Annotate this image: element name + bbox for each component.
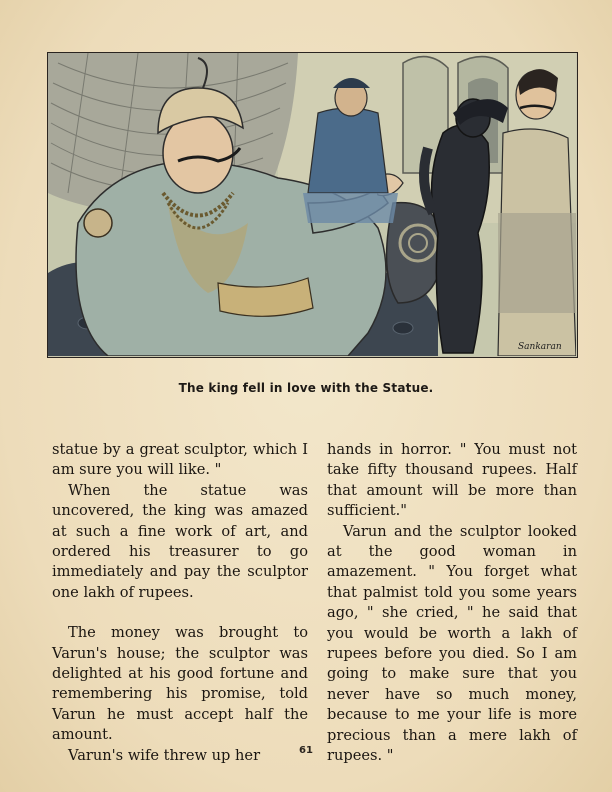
- paragraph: Varun's wife threw up her: [68, 746, 261, 764]
- paragraph: Varun and the sculptor looked at the good woman in amazement. " You forget what that palmist told you some years ago, " she cried, " he said that you would be worth a lakh of rupees before you died. So I am going to make sure that you never have so much money, because to me your life is more precious than a mere lakh of rupees. ": [327, 522, 577, 765]
- text-column-left: [52, 440, 308, 766]
- text-column-right: [327, 440, 577, 767]
- page-number: 61: [299, 745, 313, 756]
- paragraph: When the statue was uncovered, the king was amazed at such a fine work of art, and ordered his treasurer to go immediately and pay the sculptor one lakh of rupees.: [52, 481, 308, 601]
- story-illustration: [47, 52, 578, 358]
- paragraph: statue by a great sculptor, which I am sure you will like. ": [52, 441, 308, 479]
- illustration-caption: The king fell in love with the Statue.: [178, 381, 434, 395]
- paragraph: The money was brought to Varun's house; the sculptor was delighted at his good fortune and remembering his promise, told Varun he must accept half the amount.: [52, 624, 308, 744]
- illustration-signature: Sankaran: [518, 342, 562, 352]
- paragraph: hands in horror. " You must not take fifty thousand rupees. Half that amount will be more than sufficient.": [327, 441, 577, 520]
